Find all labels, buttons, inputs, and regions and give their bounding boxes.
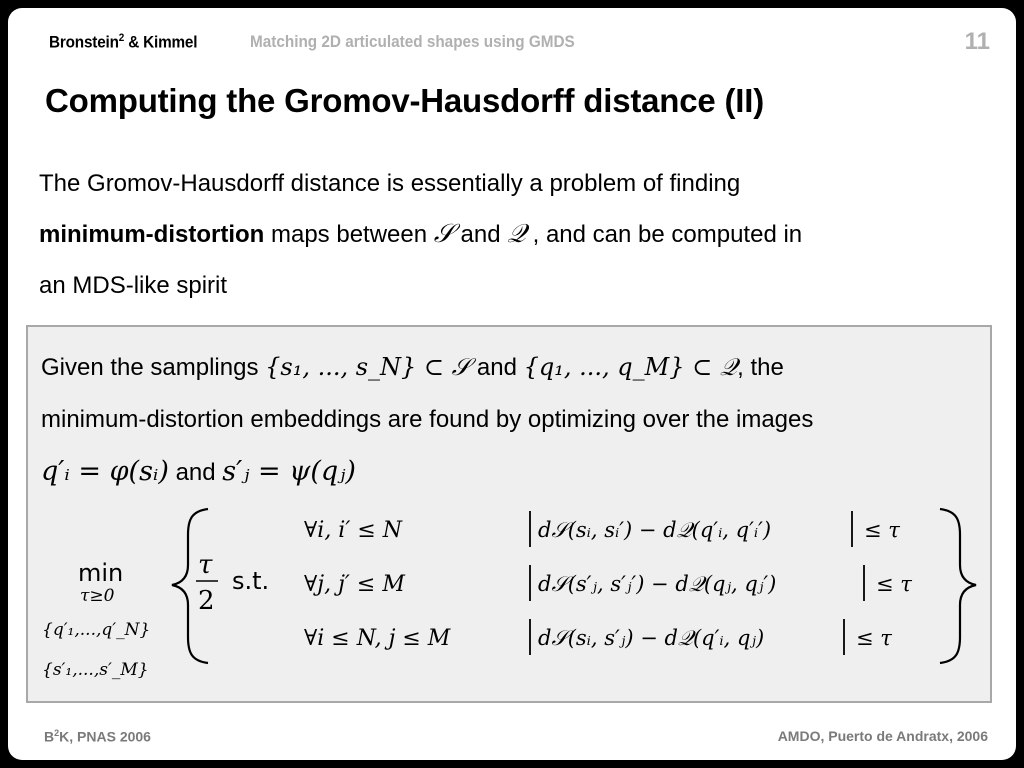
intro-paragraph <box>39 158 989 311</box>
authors-suffix: & Kimmel <box>124 32 198 52</box>
min-operator: min <box>78 559 124 587</box>
min-sub-q: {q′₁,...,q′_N} <box>42 620 151 640</box>
given-paragraph <box>41 341 981 499</box>
intro-line-1: The Gromov-Hausdorff distance is essentially a problem of finding <box>39 170 741 197</box>
footer-left-sup: 2 <box>54 728 60 738</box>
constraint-3: d𝒮(sᵢ, s′ⱼ) − d𝒬(q′ᵢ, qⱼ) <box>538 626 765 650</box>
eq-q: q′ᵢ = φ(sᵢ) <box>41 456 169 487</box>
intro-line-3: an MDS-like spirit <box>39 272 228 299</box>
set-q: {q₁, ..., q_M} ⊂ 𝒬 <box>523 353 738 381</box>
given-prefix: Given the samplings <box>41 354 266 381</box>
intro-line-2 <box>39 209 989 260</box>
header-authors <box>49 32 197 53</box>
authors-sup: 2 <box>118 32 125 44</box>
given-comma-the: , the <box>737 354 784 381</box>
min-sub-s: {s′₁,...,s′_M} <box>42 660 149 680</box>
intro-text-b: and <box>453 221 508 248</box>
intro-text-a: maps between <box>264 221 434 248</box>
cond-3: ∀i ≤ N, j ≤ M <box>304 626 451 651</box>
constraint-1: d𝒮(sᵢ, sᵢ′) − d𝒬(q′ᵢ, q′ᵢ′) <box>538 518 772 542</box>
eq-s: s′ⱼ = ψ(qⱼ) <box>222 456 356 487</box>
footer-left-suffix: K, PNAS 2006 <box>59 728 151 745</box>
right-brace <box>940 509 976 663</box>
constraint-2: d𝒮(s′ⱼ, s′ⱼ′) − d𝒬(qⱼ, qⱼ′) <box>538 572 777 596</box>
intro-bold: minimum-distortion <box>39 221 265 248</box>
frac-denominator: 2 <box>198 586 215 616</box>
given-line-1 <box>41 341 981 394</box>
min-sub-tau: τ≥0 <box>80 586 115 606</box>
slide-number: 11 <box>964 28 990 55</box>
intro-text-c: , and can be computed in <box>525 221 803 248</box>
rhs-2: ≤ τ <box>876 572 912 596</box>
slide <box>8 8 1016 760</box>
frac-numerator: τ <box>198 550 213 580</box>
footer-left <box>44 728 151 745</box>
symbol-Q: 𝒬 <box>507 219 526 249</box>
given-line-3 <box>41 446 981 499</box>
such-that: s.t. <box>232 567 270 595</box>
cond-2: ∀j, j′ ≤ M <box>304 572 405 597</box>
set-s: {s₁, ..., s_N} ⊂ 𝒮 <box>265 353 471 381</box>
header-talk-title: Matching 2D articulated shapes using GMDS <box>250 32 575 51</box>
footer-right: AMDO, Puerto de Andratx, 2006 <box>777 728 988 744</box>
rhs-3: ≤ τ <box>856 626 892 650</box>
given-and-1: and <box>470 354 524 381</box>
slide-title: Computing the Gromov-Hausdorff distance (II) <box>45 82 765 119</box>
given-line-2: minimum-distortion embeddings are found by optimizing over the images <box>41 406 814 433</box>
given-and-2: and <box>168 459 223 486</box>
symbol-S: 𝒮 <box>433 219 454 249</box>
cond-1: ∀i, i′ ≤ N <box>304 518 403 543</box>
authors-prefix: Bronstein <box>49 32 119 52</box>
optimization-problem <box>28 497 990 697</box>
footer-left-prefix: B <box>44 728 55 745</box>
optimization-box <box>26 325 992 703</box>
rhs-1: ≤ τ <box>864 518 900 542</box>
